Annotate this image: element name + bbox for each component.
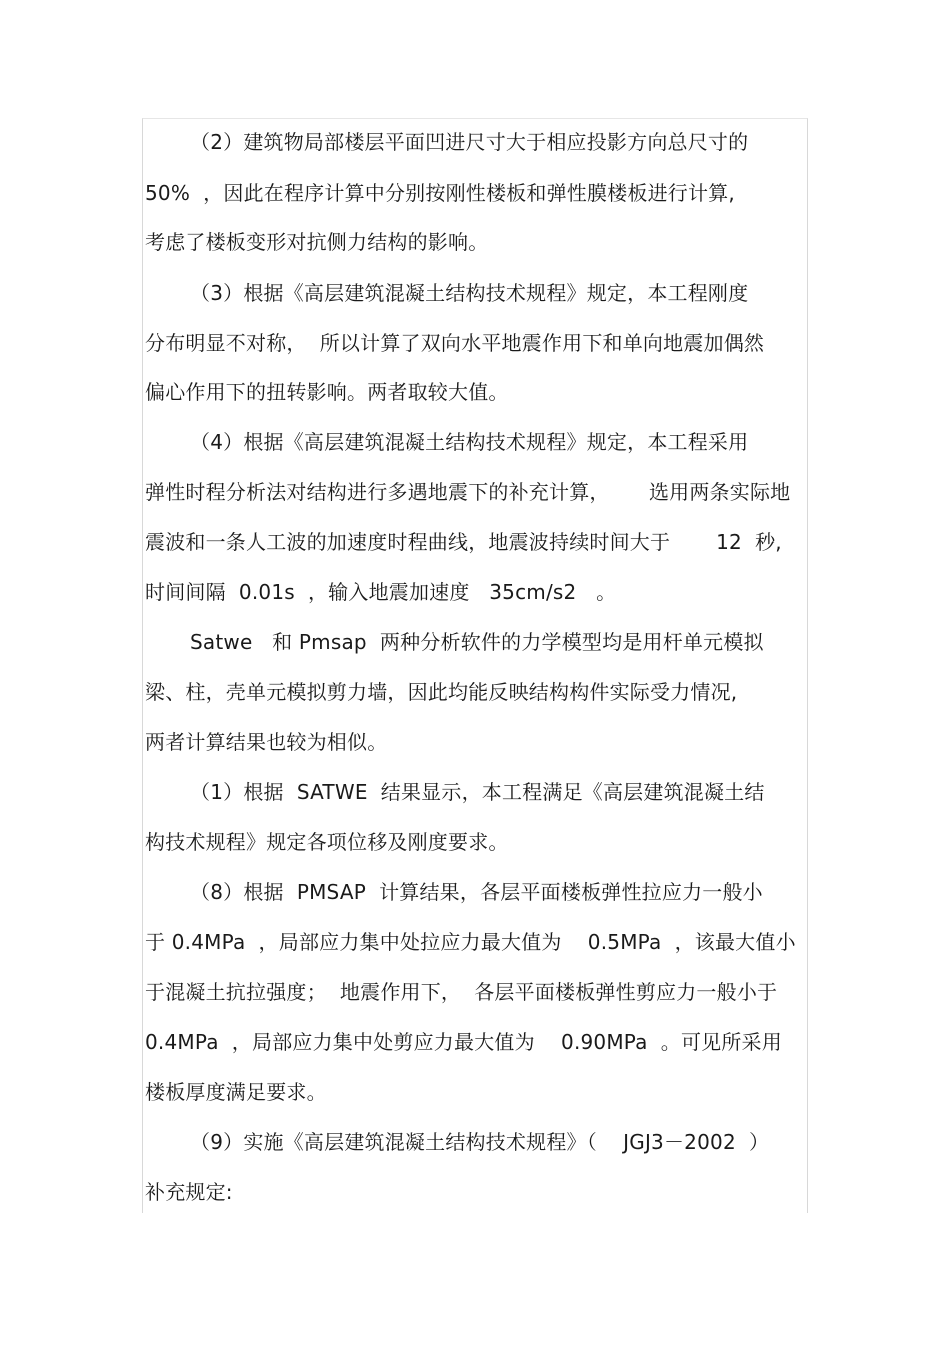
- paragraph-4-line-3: 震波和一条人工波的加速度时程曲线，地震波持续时间大于 12 秒,: [145, 530, 782, 554]
- paragraph-satwe-line-2: 梁、柱，壳单元模拟剪力墙，因此均能反映结构构件实际受力情况,: [145, 680, 738, 704]
- paragraph-3-line-2: 分布明显不对称， 所以计算了双向水平地震作用下和单向地震加偶然: [145, 331, 765, 355]
- paragraph-9-line-1: （9）实施《高层建筑混凝土结构技术规程》（ JGJ3－2002 ）: [190, 1130, 770, 1154]
- paragraph-4-line-2: 弹性时程分析法对结构进行多遇地震下的补充计算， 选用两条实际地: [145, 480, 791, 504]
- paragraph-8-line-5: 楼板厚度满足要求。: [145, 1080, 327, 1104]
- paragraph-8-line-1: （8）根据 PMSAP 计算结果，各层平面楼板弹性拉应力一般小: [190, 880, 763, 904]
- paragraph-2-line-2: 50% ，因此在程序计算中分别按刚性楼板和弹性膜楼板进行计算,: [145, 181, 735, 205]
- paragraph-2-line-3: 考虑了楼板变形对抗侧力结构的影响。: [145, 230, 489, 254]
- paragraph-3-line-3: 偏心作用下的扭转影响。两者取较大值。: [145, 380, 509, 404]
- paragraph-1-line-2: 构技术规程》规定各项位移及刚度要求。: [145, 830, 509, 854]
- paragraph-9-line-2: 补充规定:: [145, 1180, 233, 1204]
- paragraph-3-line-1: （3）根据《高层建筑混凝土结构技术规程》规定，本工程刚度: [190, 281, 749, 305]
- paragraph-satwe-line-1: Satwe 和 Pmsap 两种分析软件的力学模型均是用杆单元模拟: [190, 630, 764, 654]
- paragraph-4-line-4: 时间间隔 0.01s ，输入地震加速度 35cm/s2 。: [145, 580, 617, 604]
- paragraph-8-line-2: 于 0.4MPa ，局部应力集中处拉应力最大值为 0.5MPa ，该最大值小: [145, 930, 796, 954]
- paragraph-2-line-1: （2）建筑物局部楼层平面凹进尺寸大于相应投影方向总尺寸的: [190, 130, 749, 154]
- paragraph-1-line-1: （1）根据 SATWE 结果显示，本工程满足《高层建筑混凝土结: [190, 780, 765, 804]
- paragraph-4-line-1: （4）根据《高层建筑混凝土结构技术规程》规定，本工程采用: [190, 430, 749, 454]
- paragraph-8-line-3: 于混凝土抗拉强度； 地震作用下， 各层平面楼板弹性剪应力一般小于: [145, 980, 778, 1004]
- paragraph-satwe-line-3: 两者计算结果也较为相似。: [145, 730, 388, 754]
- paragraph-8-line-4: 0.4MPa ，局部应力集中处剪应力最大值为 0.90MPa 。可见所采用: [145, 1030, 782, 1054]
